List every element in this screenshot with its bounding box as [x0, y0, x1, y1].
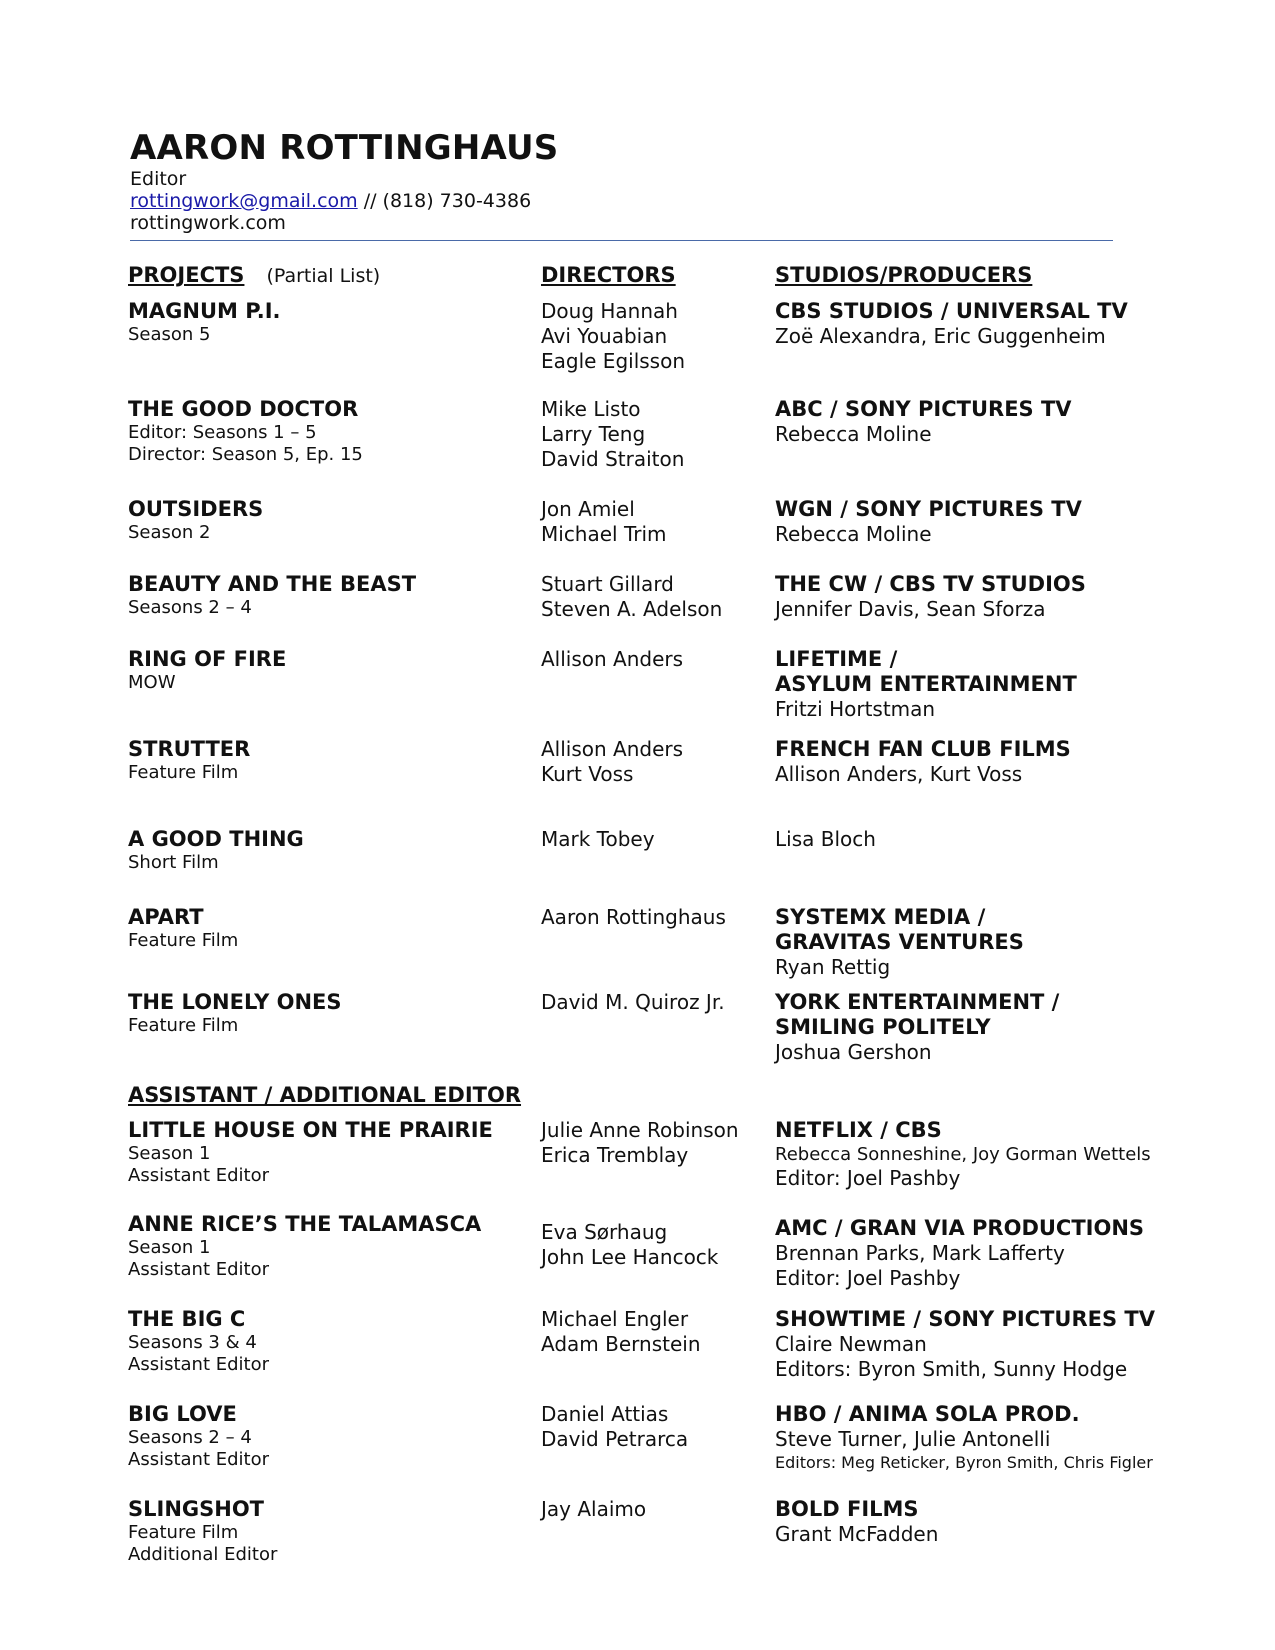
project-detail: Director: Season 5, Ep. 15	[128, 444, 363, 465]
projects-header: PROJECTS (Partial List)	[128, 263, 381, 287]
producers: Zoë Alexandra, Eric Guggenheim	[775, 324, 1106, 348]
studio: SMILING POLITELY	[775, 1015, 991, 1039]
project-detail: Additional Editor	[128, 1544, 278, 1565]
producers: Lisa Bloch	[775, 827, 876, 851]
project-detail: Season 1	[128, 1237, 211, 1258]
project-detail: Assistant Editor	[128, 1354, 269, 1375]
director: Kurt Voss	[541, 762, 634, 786]
director: David M. Quiroz Jr.	[541, 990, 725, 1014]
director: John Lee Hancock	[541, 1245, 719, 1269]
studio: SHOWTIME / SONY PICTURES TV	[775, 1307, 1155, 1331]
project-title: RING OF FIRE	[128, 647, 287, 671]
director: Doug Hannah	[541, 299, 678, 323]
phone-number: // (818) 730-4386	[357, 190, 532, 212]
director: Allison Anders	[541, 737, 684, 761]
studio: AMC / GRAN VIA PRODUCTIONS	[775, 1216, 1145, 1240]
project-title: SLINGSHOT	[128, 1497, 265, 1521]
project-title: A GOOD THING	[128, 827, 304, 851]
project-detail: Season 2	[128, 522, 211, 543]
director: Daniel Attias	[541, 1402, 669, 1426]
director: Mike Listo	[541, 397, 641, 421]
partial-list-note: (Partial List)	[266, 265, 381, 287]
studio: HBO / ANIMA SOLA PROD.	[775, 1402, 1080, 1426]
director: Aaron Rottinghaus	[541, 905, 726, 929]
producers: Claire Newman	[775, 1332, 927, 1356]
project-title: ANNE RICE’S THE TALAMASCA	[128, 1212, 482, 1236]
candidate-name: AARON ROTTINGHAUS	[130, 128, 559, 168]
producers: Rebecca Moline	[775, 422, 932, 446]
project-detail: Feature Film	[128, 1522, 239, 1543]
editors: Editor: Joel Pashby	[775, 1266, 961, 1290]
producers: Steve Turner, Julie Antonelli	[775, 1427, 1051, 1451]
studios-header: STUDIOS/PRODUCERS	[775, 263, 1033, 287]
resume-header	[130, 128, 558, 234]
project-detail: Feature Film	[128, 1015, 239, 1036]
project-detail: Short Film	[128, 852, 219, 873]
director: Avi Youabian	[541, 324, 668, 348]
producers: Brennan Parks, Mark Lafferty	[775, 1241, 1065, 1265]
email-link[interactable]: rottingwork@gmail.com	[130, 190, 358, 212]
producers: Rebecca Moline	[775, 522, 932, 546]
studio: BOLD FILMS	[775, 1497, 919, 1521]
project-title: APART	[128, 905, 204, 929]
project-detail: Assistant Editor	[128, 1165, 269, 1186]
editors: Editors: Meg Reticker, Byron Smith, Chris Figler	[775, 1453, 1153, 1472]
project-detail: Seasons 2 – 4	[128, 597, 252, 618]
director: Eagle Egilsson	[541, 349, 686, 373]
director: Jay Alaimo	[541, 1497, 647, 1521]
studio: FRENCH FAN CLUB FILMS	[775, 737, 1071, 761]
editors: Editor: Joel Pashby	[775, 1166, 961, 1190]
director: Larry Teng	[541, 422, 646, 446]
header-divider	[130, 240, 1113, 241]
project-detail: Editor: Seasons 1 – 5	[128, 422, 317, 443]
studio: CBS STUDIOS / UNIVERSAL TV	[775, 299, 1128, 323]
director: David Petrarca	[541, 1427, 689, 1451]
producers: Ryan Rettig	[775, 955, 891, 979]
studio: WGN / SONY PICTURES TV	[775, 497, 1082, 521]
project-title: MAGNUM P.I.	[128, 299, 281, 323]
producers: Grant McFadden	[775, 1522, 939, 1546]
studio: YORK ENTERTAINMENT /	[775, 990, 1060, 1014]
studio: SYSTEMX MEDIA /	[775, 905, 986, 929]
studio: THE CW / CBS TV STUDIOS	[775, 572, 1086, 596]
project-detail: Assistant Editor	[128, 1259, 269, 1280]
contact-line	[130, 190, 558, 212]
project-detail: Season 5	[128, 324, 211, 345]
project-detail: Feature Film	[128, 762, 239, 783]
project-detail: Assistant Editor	[128, 1449, 269, 1470]
director: David Straiton	[541, 447, 685, 471]
project-title: THE BIG C	[128, 1307, 246, 1331]
project-detail: MOW	[128, 672, 176, 693]
project-title: LITTLE HOUSE ON THE PRAIRIE	[128, 1118, 493, 1142]
director: Stuart Gillard	[541, 572, 674, 596]
project-title: BEAUTY AND THE BEAST	[128, 572, 417, 596]
project-title: THE LONELY ONES	[128, 990, 342, 1014]
director: Michael Engler	[541, 1307, 689, 1331]
producers: Fritzi Hortstman	[775, 697, 936, 721]
studio: GRAVITAS VENTURES	[775, 930, 1024, 954]
project-title: STRUTTER	[128, 737, 251, 761]
director: Adam Bernstein	[541, 1332, 701, 1356]
studio: LIFETIME /	[775, 647, 898, 671]
producers: Joshua Gershon	[775, 1040, 932, 1064]
project-detail: Feature Film	[128, 930, 239, 951]
project-detail: Seasons 2 – 4	[128, 1427, 252, 1448]
directors-header: DIRECTORS	[541, 263, 676, 287]
project-title: OUTSIDERS	[128, 497, 264, 521]
project-title: THE GOOD DOCTOR	[128, 397, 359, 421]
assistant-section-header: ASSISTANT / ADDITIONAL EDITOR	[128, 1083, 522, 1107]
studio: ASYLUM ENTERTAINMENT	[775, 672, 1077, 696]
producers: Rebecca Sonneshine, Joy Gorman Wettels	[775, 1144, 1151, 1165]
producers: Jennifer Davis, Sean Sforza	[775, 597, 1046, 621]
director: Allison Anders	[541, 647, 684, 671]
director: Erica Tremblay	[541, 1143, 689, 1167]
director: Mark Tobey	[541, 827, 655, 851]
director: Michael Trim	[541, 522, 667, 546]
director: Jon Amiel	[541, 497, 635, 521]
project-title: BIG LOVE	[128, 1402, 237, 1426]
website: rottingwork.com	[130, 212, 286, 234]
project-detail: Seasons 3 & 4	[128, 1332, 257, 1353]
candidate-role: Editor	[130, 168, 187, 190]
editors: Editors: Byron Smith, Sunny Hodge	[775, 1357, 1128, 1381]
director: Steven A. Adelson	[541, 597, 723, 621]
director: Eva Sørhaug	[541, 1220, 668, 1244]
director: Julie Anne Robinson	[541, 1118, 739, 1142]
project-detail: Season 1	[128, 1143, 211, 1164]
studio: NETFLIX / CBS	[775, 1118, 942, 1142]
producers: Allison Anders, Kurt Voss	[775, 762, 1023, 786]
studio: ABC / SONY PICTURES TV	[775, 397, 1072, 421]
